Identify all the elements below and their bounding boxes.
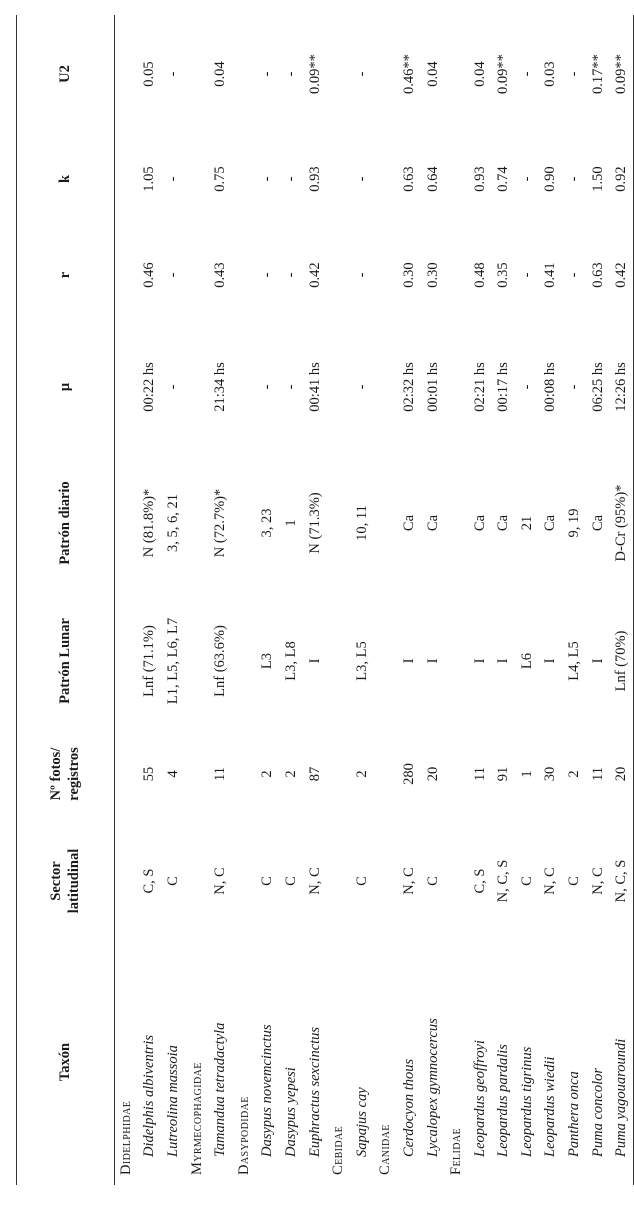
table-row bbox=[280, 15, 304, 1185]
cell-r: 0.43 bbox=[212, 262, 229, 288]
cell-taxon: Leopardus pardalis bbox=[495, 1044, 512, 1157]
cell-u2 bbox=[185, 15, 209, 133]
cell-n: 20 bbox=[613, 766, 630, 782]
cell-sector bbox=[327, 823, 351, 939]
cell-u2: - bbox=[566, 71, 583, 77]
cell-taxon: Cebidae bbox=[330, 1125, 347, 1175]
table-row bbox=[610, 15, 634, 1185]
cell-n: 87 bbox=[306, 766, 323, 782]
cell-sector: N, C bbox=[542, 867, 559, 895]
table-row bbox=[539, 15, 563, 1185]
cell-mu: 00:17 hs bbox=[495, 362, 512, 412]
cell-taxon: Dasypus novemcinctus bbox=[259, 1024, 276, 1157]
cell-mu bbox=[185, 325, 209, 449]
cell-n: 2 bbox=[259, 770, 276, 778]
header-diario-label: Patrón diario bbox=[56, 481, 73, 565]
cell-sector bbox=[232, 823, 256, 939]
header-mu-label: μ bbox=[56, 382, 73, 392]
cell-r: - bbox=[282, 272, 299, 278]
cell-taxon: Euphractus sexcinctus bbox=[306, 1026, 323, 1157]
cell-taxon: Tamandua tetradactyla bbox=[212, 1022, 229, 1157]
cell-mu: 00:41 hs bbox=[306, 362, 323, 412]
cell-k: - bbox=[259, 176, 276, 182]
cell-mu: 12:26 hs bbox=[613, 362, 630, 412]
header-k-label: k bbox=[56, 174, 73, 184]
header-u2-label: U2 bbox=[56, 65, 73, 83]
cell-mu: 21:34 hs bbox=[212, 362, 229, 412]
cell-sector bbox=[445, 823, 469, 939]
cell-diario: Ca bbox=[542, 514, 559, 532]
cell-diario: N (81.8%)* bbox=[141, 488, 158, 558]
cell-taxon: Felidae bbox=[448, 1128, 465, 1175]
cell-r: 0.30 bbox=[424, 262, 441, 288]
header-u2 bbox=[17, 15, 115, 133]
header-diario bbox=[17, 449, 115, 597]
cell-sector: C bbox=[353, 876, 370, 886]
cell-mu bbox=[232, 325, 256, 449]
cell-r bbox=[185, 225, 209, 325]
table-row bbox=[303, 15, 327, 1185]
cell-diario: Ca bbox=[424, 514, 441, 532]
cell-u2 bbox=[327, 15, 351, 133]
family-row bbox=[185, 15, 209, 1185]
cell-n: 4 bbox=[164, 770, 181, 778]
header-sector bbox=[17, 823, 115, 939]
header-n bbox=[17, 725, 115, 823]
cell-sector: N, C bbox=[400, 867, 417, 895]
cell-r: 0.42 bbox=[306, 262, 323, 288]
cell-sector: N, C, S bbox=[613, 859, 630, 903]
cell-taxon: Dasypus yepesi bbox=[282, 1067, 299, 1157]
family-row bbox=[327, 15, 351, 1185]
cell-n: 11 bbox=[589, 767, 606, 781]
cell-k bbox=[232, 133, 256, 225]
cell-u2: 0.46** bbox=[400, 54, 417, 94]
family-row bbox=[374, 15, 398, 1185]
cell-diario: 3, 23 bbox=[259, 508, 276, 538]
cell-u2 bbox=[374, 15, 398, 133]
cell-mu: 02:21 hs bbox=[471, 362, 488, 412]
cell-mu: 00:01 hs bbox=[424, 362, 441, 412]
cell-u2: 0.09** bbox=[613, 54, 630, 94]
table-row bbox=[492, 15, 516, 1185]
cell-u2: 0.04 bbox=[471, 61, 488, 87]
table-row bbox=[516, 15, 540, 1185]
cell-k bbox=[115, 133, 139, 225]
cell-lunar: I bbox=[542, 658, 559, 664]
table-row bbox=[398, 15, 422, 1185]
cell-mu: - bbox=[282, 384, 299, 390]
cell-r: - bbox=[566, 272, 583, 278]
cell-r bbox=[327, 225, 351, 325]
cell-n: 91 bbox=[495, 766, 512, 782]
cell-n: 280 bbox=[400, 763, 417, 785]
cell-k: 0.90 bbox=[542, 166, 559, 192]
cell-u2: 0.03 bbox=[542, 61, 559, 87]
cell-u2: 0.04 bbox=[424, 61, 441, 87]
cell-sector: C, S bbox=[471, 868, 488, 894]
cell-mu bbox=[327, 325, 351, 449]
cell-lunar: I bbox=[495, 658, 512, 664]
cell-r: - bbox=[518, 272, 535, 278]
cell-n: 20 bbox=[424, 766, 441, 782]
cell-u2: - bbox=[259, 71, 276, 77]
cell-diario bbox=[327, 449, 351, 597]
cell-taxon: Puma yagouaroundi bbox=[613, 1038, 630, 1157]
cell-n: 11 bbox=[471, 767, 488, 781]
cell-diario: N (72.7%)* bbox=[212, 488, 229, 558]
cell-taxon: Didelphidae bbox=[118, 1100, 135, 1175]
cell-lunar bbox=[115, 597, 139, 725]
cell-r: 0.35 bbox=[495, 262, 512, 288]
cell-sector: C bbox=[424, 876, 441, 886]
cell-lunar: I bbox=[589, 658, 606, 664]
cell-n: 1 bbox=[518, 770, 535, 778]
cell-taxon: Lutreolina massoia bbox=[164, 1045, 181, 1157]
cell-r bbox=[232, 225, 256, 325]
cell-taxon: Lycalopex gymnocercus bbox=[424, 1018, 441, 1157]
cell-diario bbox=[185, 449, 209, 597]
cell-k: - bbox=[518, 176, 535, 182]
header-n-line1: Nº fotos/ bbox=[48, 747, 65, 801]
header-lunar-label: Patrón Lunar bbox=[56, 618, 73, 704]
cell-u2 bbox=[232, 15, 256, 133]
cell-r: 0.46 bbox=[141, 262, 158, 288]
cell-k: - bbox=[282, 176, 299, 182]
table-row bbox=[563, 15, 587, 1185]
cell-taxon: Sapajus cay bbox=[353, 1087, 370, 1157]
cell-k: 0.63 bbox=[400, 166, 417, 192]
cell-u2: 0.04 bbox=[212, 61, 229, 87]
header-k bbox=[17, 133, 115, 225]
cell-sector: N, C bbox=[306, 867, 323, 895]
header-taxon bbox=[17, 939, 115, 1185]
cell-n bbox=[232, 725, 256, 823]
cell-diario bbox=[232, 449, 256, 597]
cell-u2: - bbox=[164, 71, 181, 77]
cell-r: - bbox=[164, 272, 181, 278]
cell-mu: - bbox=[259, 384, 276, 390]
cell-lunar: Lnf (70%) bbox=[613, 630, 630, 692]
cell-lunar: Lnf (63.6%) bbox=[212, 625, 229, 697]
cell-mu: 00:22 hs bbox=[141, 362, 158, 412]
cell-lunar: I bbox=[306, 658, 323, 664]
cell-r: 0.41 bbox=[542, 262, 559, 288]
header-row bbox=[17, 15, 115, 1185]
header-r bbox=[17, 225, 115, 325]
cell-sector bbox=[374, 823, 398, 939]
cell-mu: 00:08 hs bbox=[542, 362, 559, 412]
cell-n: 2 bbox=[353, 770, 370, 778]
cell-diario: Ca bbox=[471, 514, 488, 532]
cell-diario: D-Cr (95%)* bbox=[613, 484, 630, 562]
cell-lunar bbox=[327, 597, 351, 725]
cell-n bbox=[185, 725, 209, 823]
header-lunar bbox=[17, 597, 115, 725]
cell-n: 2 bbox=[566, 770, 583, 778]
cell-lunar: L3, L8 bbox=[282, 641, 299, 681]
cell-lunar: L6 bbox=[518, 652, 535, 670]
cell-k: 0.64 bbox=[424, 166, 441, 192]
header-r-label: r bbox=[56, 271, 73, 279]
cell-n: 2 bbox=[282, 770, 299, 778]
cell-diario: 1 bbox=[282, 519, 299, 527]
cell-n bbox=[327, 725, 351, 823]
cell-sector: C bbox=[259, 876, 276, 886]
cell-r bbox=[115, 225, 139, 325]
cell-u2 bbox=[115, 15, 139, 133]
cell-lunar: L4, L5 bbox=[566, 641, 583, 681]
cell-sector bbox=[185, 823, 209, 939]
cell-r: 0.48 bbox=[471, 262, 488, 288]
cell-n bbox=[445, 725, 469, 823]
cell-diario bbox=[374, 449, 398, 597]
cell-lunar bbox=[374, 597, 398, 725]
cell-k: 0.93 bbox=[471, 166, 488, 192]
cell-diario: Ca bbox=[495, 514, 512, 532]
header-sector-line1: Sector bbox=[48, 861, 65, 901]
cell-lunar: L1, L5, L6, L7 bbox=[164, 617, 181, 705]
cell-k bbox=[327, 133, 351, 225]
cell-u2 bbox=[445, 15, 469, 133]
cell-sector bbox=[115, 823, 139, 939]
cell-taxon: Myrmecophagidae bbox=[188, 1062, 205, 1175]
family-row bbox=[445, 15, 469, 1185]
cell-taxon: Panthera onca bbox=[566, 1071, 583, 1157]
table-row bbox=[162, 15, 186, 1185]
cell-k: 1.05 bbox=[141, 166, 158, 192]
cell-lunar: L3 bbox=[259, 652, 276, 670]
cell-lunar bbox=[232, 597, 256, 725]
table-body bbox=[115, 15, 634, 1185]
family-row bbox=[115, 15, 139, 1185]
cell-mu: - bbox=[164, 384, 181, 390]
cell-sector: N, C, S bbox=[495, 859, 512, 903]
table-row bbox=[468, 15, 492, 1185]
cell-taxon: Dasypodidae bbox=[235, 1096, 252, 1175]
cell-k: - bbox=[566, 176, 583, 182]
cell-taxon: Leopardus geoffroyi bbox=[471, 1040, 488, 1157]
cell-mu: 06:25 hs bbox=[589, 362, 606, 412]
cell-diario bbox=[445, 449, 469, 597]
cell-mu bbox=[445, 325, 469, 449]
cell-k: 1.50 bbox=[589, 166, 606, 192]
cell-lunar: I bbox=[400, 658, 417, 664]
cell-r: 0.30 bbox=[400, 262, 417, 288]
cell-mu: - bbox=[353, 384, 370, 390]
cell-r bbox=[374, 225, 398, 325]
cell-sector: C bbox=[282, 876, 299, 886]
cell-n: 30 bbox=[542, 766, 559, 782]
cell-diario: N (71.3%) bbox=[306, 492, 323, 554]
cell-u2: - bbox=[518, 71, 535, 77]
cell-diario: 3, 5, 6, 21 bbox=[164, 494, 181, 552]
cell-mu: - bbox=[566, 384, 583, 390]
cell-diario: Ca bbox=[400, 514, 417, 532]
cell-k bbox=[445, 133, 469, 225]
cell-k: 0.75 bbox=[212, 166, 229, 192]
cell-n bbox=[374, 725, 398, 823]
cell-r: - bbox=[353, 272, 370, 278]
table-row bbox=[256, 15, 280, 1185]
cell-r: 0.42 bbox=[613, 262, 630, 288]
header-mu bbox=[17, 325, 115, 449]
cell-taxon: Cerdocyon thous bbox=[400, 1058, 417, 1157]
cell-lunar: Lnf (71.1%) bbox=[141, 625, 158, 697]
cell-k bbox=[374, 133, 398, 225]
cell-sector: C bbox=[518, 876, 535, 886]
cell-diario: 21 bbox=[518, 515, 535, 531]
cell-n: 11 bbox=[212, 767, 229, 781]
cell-mu: - bbox=[518, 384, 535, 390]
header-sector-line2: latitudinal bbox=[65, 848, 82, 914]
cell-diario: 9, 19 bbox=[566, 508, 583, 538]
cell-lunar: I bbox=[471, 658, 488, 664]
cell-sector: C, S bbox=[141, 868, 158, 894]
cell-diario: 10, 11 bbox=[353, 505, 370, 541]
cell-sector: C bbox=[164, 876, 181, 886]
cell-lunar bbox=[185, 597, 209, 725]
cell-taxon: Canidae bbox=[377, 1124, 394, 1175]
cell-diario: Ca bbox=[589, 514, 606, 532]
cell-taxon: Puma concolor bbox=[589, 1068, 606, 1157]
cell-u2: 0.05 bbox=[141, 61, 158, 87]
cell-lunar bbox=[445, 597, 469, 725]
cell-sector: C bbox=[566, 876, 583, 886]
cell-r: 0.63 bbox=[589, 262, 606, 288]
table-row bbox=[209, 15, 233, 1185]
cell-sector: N, C bbox=[589, 867, 606, 895]
table-row bbox=[586, 15, 610, 1185]
cell-taxon: Leopardus tigrinus bbox=[518, 1046, 535, 1157]
cell-k bbox=[185, 133, 209, 225]
header-n-line2: registros bbox=[65, 747, 82, 801]
cell-mu: 02:32 hs bbox=[400, 362, 417, 412]
table-row bbox=[138, 15, 162, 1185]
family-row bbox=[232, 15, 256, 1185]
cell-k: - bbox=[353, 176, 370, 182]
cell-r: - bbox=[259, 272, 276, 278]
cell-sector: N, C bbox=[212, 867, 229, 895]
header-taxon-label: Taxón bbox=[56, 1042, 73, 1082]
cell-n bbox=[115, 725, 139, 823]
table-row bbox=[421, 15, 445, 1185]
cell-k: - bbox=[164, 176, 181, 182]
cell-k: 0.92 bbox=[613, 166, 630, 192]
cell-mu bbox=[374, 325, 398, 449]
cell-n: 55 bbox=[141, 766, 158, 782]
cell-taxon: Leopardus wiedii bbox=[542, 1056, 559, 1157]
cell-diario bbox=[115, 449, 139, 597]
cell-mu bbox=[115, 325, 139, 449]
activity-pattern-table bbox=[16, 15, 634, 1185]
cell-u2: - bbox=[353, 71, 370, 77]
cell-u2: - bbox=[282, 71, 299, 77]
table-row bbox=[350, 15, 374, 1185]
cell-lunar: L3, L5 bbox=[353, 641, 370, 681]
cell-lunar: I bbox=[424, 658, 441, 664]
cell-taxon: Didelphis albiventris bbox=[141, 1034, 158, 1157]
cell-k: 0.93 bbox=[306, 166, 323, 192]
cell-k: 0.74 bbox=[495, 166, 512, 192]
cell-u2: 0.17** bbox=[589, 54, 606, 94]
cell-r bbox=[445, 225, 469, 325]
cell-u2: 0.09** bbox=[495, 54, 512, 94]
cell-u2: 0.09** bbox=[306, 54, 323, 94]
